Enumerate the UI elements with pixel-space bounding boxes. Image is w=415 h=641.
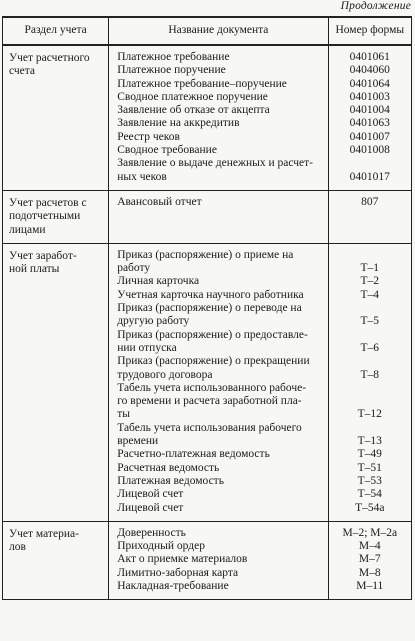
form-number: Т–6 (360, 341, 380, 354)
section-title-line: ной платы (9, 263, 60, 276)
form-number: Т–53 (357, 474, 382, 487)
form-number-spacer (331, 157, 409, 170)
document-name: трудового договора (117, 368, 213, 381)
table-row (3, 190, 412, 243)
document-name: го времени и расчета заработной пла- (117, 395, 302, 408)
document-name: Заявление на аккредитив (117, 117, 240, 130)
form-number-spacer (331, 395, 409, 408)
document-name: Приказ (распоряжение) о предоставле- (117, 328, 308, 341)
form-number: Т–13 (357, 435, 382, 448)
section-title-line: Учет расчетов с (9, 196, 87, 209)
form-number-list (328, 45, 411, 190)
document-name: Приходный ордер (117, 540, 205, 553)
document-name: времени (117, 435, 159, 448)
document-name: Лицевой счет (117, 501, 184, 514)
table-header-row (3, 17, 412, 45)
form-number: Т–5 (360, 315, 380, 328)
header-document: Название документа (109, 17, 328, 45)
document-name: Платежное поручение (117, 64, 226, 77)
table-body (3, 45, 412, 600)
form-number-spacer (331, 422, 409, 435)
document-name: Расчетная ведомость (117, 461, 220, 474)
document-name: Заявление об отказе от акцепта (117, 104, 270, 117)
form-number: 0401008 (349, 144, 390, 157)
form-number: Т–12 (357, 408, 382, 421)
table-row (3, 243, 412, 521)
document-name: Табель учета использования рабочего (117, 421, 302, 434)
form-number-spacer (331, 249, 409, 262)
form-number: 0401003 (349, 90, 390, 103)
form-number-spacer (331, 302, 409, 315)
continuation-label: Продолжение (340, 0, 411, 12)
header-form: Номер формы (328, 17, 411, 45)
form-number: 0401004 (349, 104, 390, 117)
section-title-line: Учет материа- (9, 527, 79, 540)
document-name: Акт о приемке материалов (117, 553, 248, 566)
document-name: Приказ (распоряжение) о переводе на (117, 302, 302, 315)
section-title-line: Учет расчетного (9, 52, 90, 64)
form-number: М–7 (358, 553, 381, 566)
document-name: Авансовый отчет (117, 195, 202, 208)
document-name: Платежное требование (117, 51, 230, 63)
document-name: Заявление о выдаче денежных и расчет- (117, 157, 313, 170)
form-number-spacer (331, 329, 409, 342)
header-section: Раздел учета (3, 17, 109, 45)
document-name: Лицевой счет (117, 488, 184, 501)
section-title (3, 45, 109, 190)
document-list (109, 45, 328, 190)
section-title (3, 243, 109, 521)
form-number: 807 (361, 195, 379, 208)
form-number: Т–51 (357, 461, 382, 474)
document-list (109, 243, 328, 521)
form-number-spacer (331, 382, 409, 395)
document-list (109, 190, 328, 243)
document-name: Приказ (распоряжение) о приеме на (117, 248, 294, 261)
section-title-line: лицами (9, 223, 46, 236)
document-name: Учетная карточка научного работника (117, 288, 304, 301)
form-number: Т–8 (360, 368, 380, 381)
table-row (3, 45, 412, 190)
document-list (109, 521, 328, 599)
form-number: Т–1 (360, 262, 380, 275)
document-name: Личная карточка (117, 275, 200, 288)
section-title (3, 190, 109, 243)
form-number-list (328, 243, 411, 521)
document-name: Приказ (распоряжение) о прекращении (117, 355, 310, 368)
section-title-line: Учет заработ- (9, 249, 77, 262)
document-name: ты (117, 408, 130, 421)
document-name: Расчетно-платежная ведомость (117, 448, 270, 461)
form-number: 0404060 (349, 64, 390, 77)
document-name: Сводное платежное поручение (117, 90, 268, 103)
section-title-line: подотчетными (9, 210, 81, 223)
form-number: 0401017 (349, 170, 390, 183)
document-name: Платежная ведомость (117, 474, 224, 487)
form-number: 0401064 (349, 77, 390, 90)
documents-table (2, 16, 412, 600)
form-number: М–4 (358, 540, 381, 553)
document-name: ных чеков (117, 170, 167, 183)
document-name: Сводное требование (117, 144, 217, 157)
form-number: М–2; М–2а (342, 526, 398, 539)
document-name: Табель учета использованного рабоче- (117, 381, 307, 394)
table-row (3, 521, 412, 599)
section-title-line: лов (9, 541, 26, 554)
document-name: другую работу (117, 315, 190, 328)
document-name: Накладная-требование (117, 579, 229, 592)
document-name: нии отпуска (117, 341, 177, 354)
form-number: Т–49 (357, 448, 382, 461)
document-name: работу (117, 262, 151, 275)
form-number: 0401007 (349, 130, 390, 143)
form-number: Т–4 (360, 288, 380, 301)
form-number: М–8 (358, 566, 381, 579)
form-number: М–11 (356, 579, 384, 592)
document-name: Платежное требование–поручение (117, 77, 287, 90)
section-title (3, 521, 109, 599)
form-number: Т–54 (357, 488, 382, 501)
document-name: Доверенность (117, 526, 186, 539)
section-title-line: счета (9, 65, 36, 78)
form-number: Т–2 (360, 275, 380, 288)
form-number: 0401063 (349, 117, 390, 130)
form-number-list (328, 521, 411, 599)
form-number: 0401061 (349, 51, 390, 63)
document-name: Реестр чеков (117, 130, 180, 143)
form-number-list (328, 190, 411, 243)
form-number: Т–54а (355, 501, 385, 514)
document-name: Лимитно-заборная карта (117, 566, 239, 579)
form-number-spacer (331, 355, 409, 368)
